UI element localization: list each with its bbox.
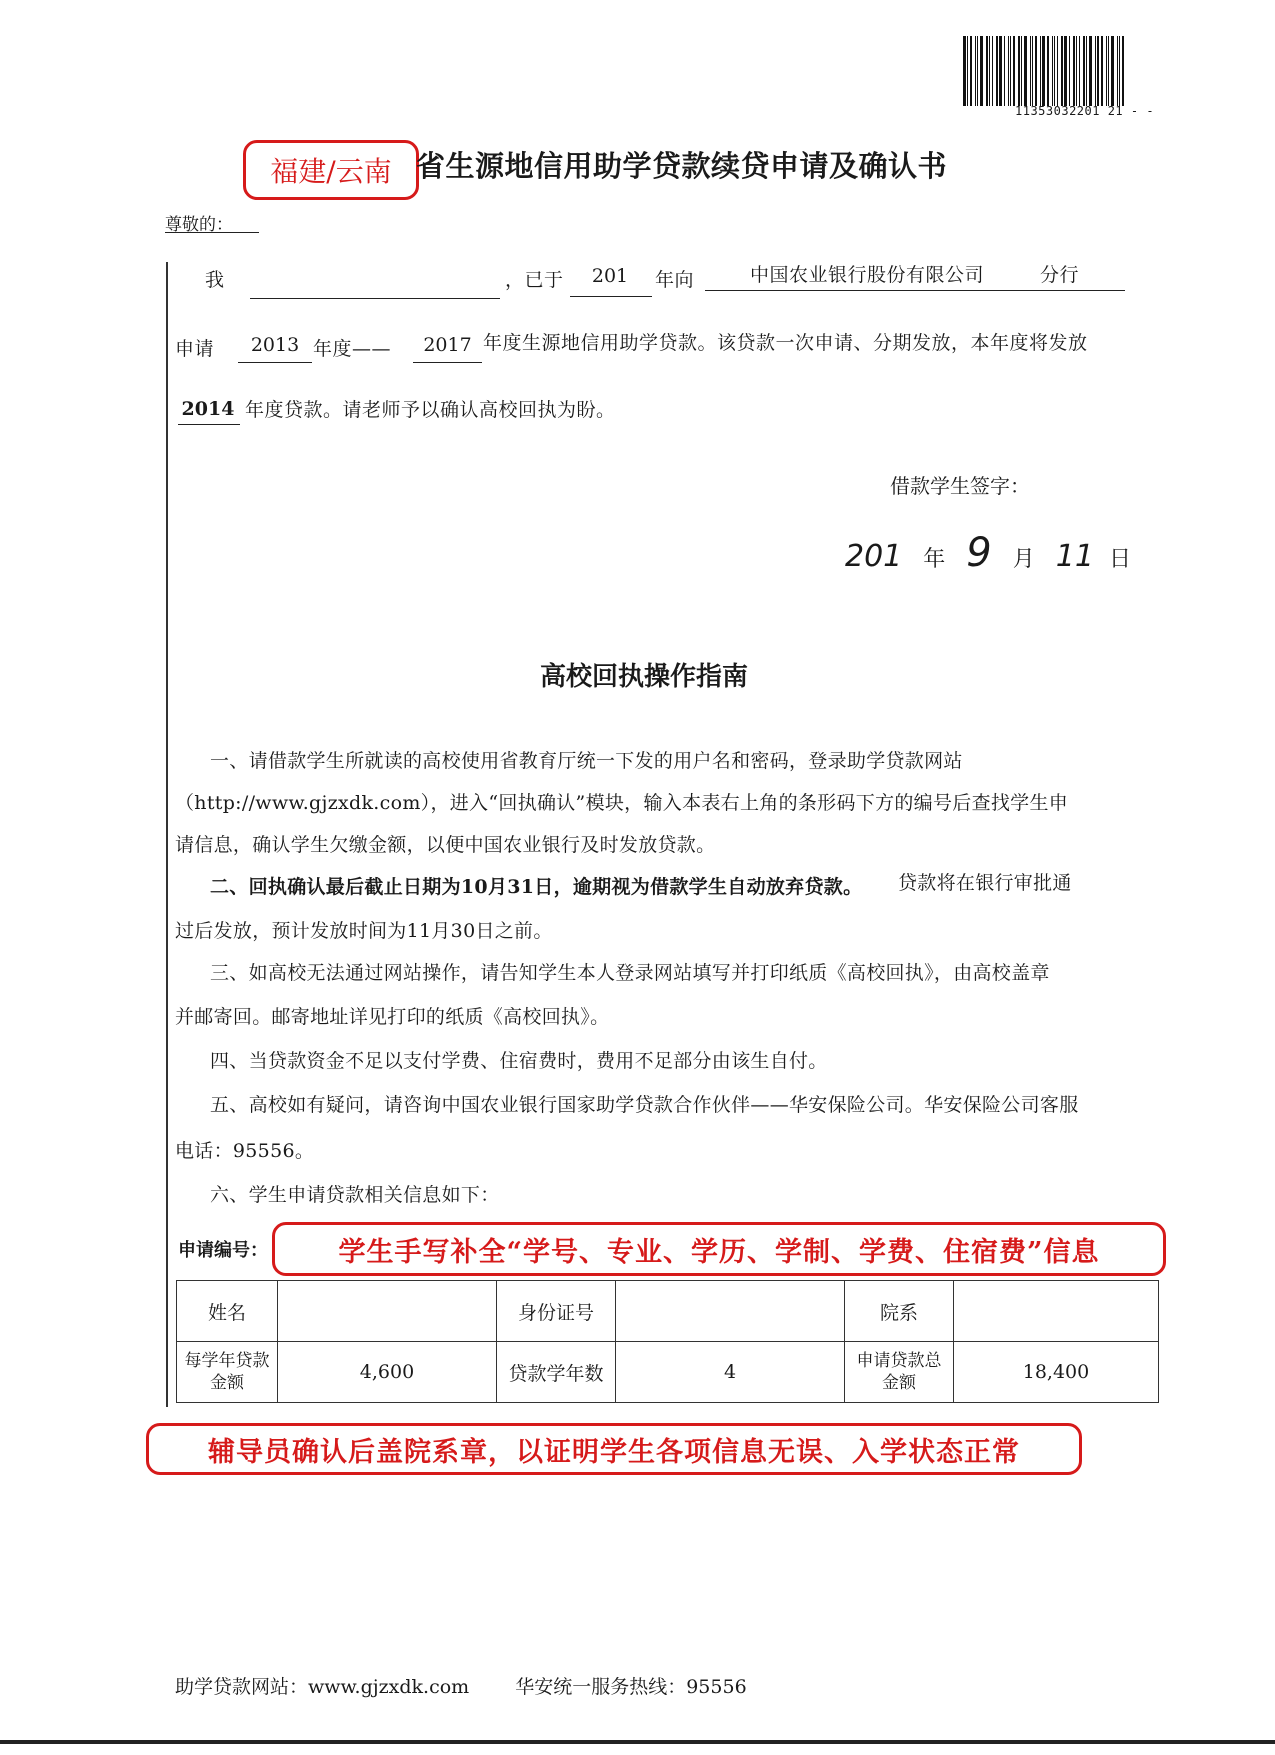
barcode-bar [1061,36,1063,106]
intro-line3-rest: 年度贷款。请老师予以确认高校回执为盼。 [245,399,616,421]
application-number-label: 申请编号： [178,1240,268,1261]
guide-title: 高校回执操作指南 [540,662,749,692]
applicant-info-table [176,1280,1159,1403]
signature-label: 借款学生签字： [890,474,1030,498]
intro-to: 年向 [655,269,695,291]
barcode-bar [977,36,978,106]
left-margin-line [166,262,168,1407]
id-value[interactable] [616,1281,845,1342]
barcode-bar [1117,36,1118,106]
signature-date [845,530,1131,576]
barcode-bar [963,36,966,106]
barcode-bar [996,36,998,106]
dept-value[interactable] [954,1281,1159,1342]
signature-year: 201 [845,539,903,574]
barcode-bar [1030,36,1031,106]
barcode-bar [1008,36,1009,106]
footer-website: 助学贷款网站：www.gjzxdk.com [175,1676,470,1698]
barcode-bar [1097,36,1099,106]
guide-item-5b: 电话：95556。 [175,1140,315,1162]
fill-in-note: 学生手写补全“学号、专业、学历、学制、学费、住宿费”信息 [272,1222,1166,1276]
end-year-underline [413,362,482,363]
guide-item-4: 四、当贷款资金不足以支付学费、住宿费时，费用不足部分由该生自付。 [210,1050,828,1072]
total-amount-value: 18,400 [954,1342,1159,1403]
barcode-bar [1089,36,1092,106]
day-char: 日 [1108,547,1131,572]
salutation-underline [165,232,259,233]
signature-day: 11 [1055,539,1094,574]
barcode-bar [1035,36,1037,106]
guide-item-1: 一、请借款学生所就读的高校使用省教育厅统一下发的用户名和密码，登录助学贷款网站 [210,750,963,772]
barcode-bar [1119,36,1120,106]
barcode-bar [1079,36,1080,106]
apply-prefix: 申请 [175,338,215,360]
signature-month: 9 [966,530,992,576]
disburse-year-underline [178,424,240,425]
barcode-bar [1083,36,1085,106]
barcode-bar [980,36,983,106]
barcode-bar [1032,36,1033,106]
guide-item-5: 五、高校如有疑问，请咨询中国农业银行国家助学贷款合作伙伴——华安保险公司。华安保险公司客服 [210,1094,1079,1116]
intro-prefix: 我 [205,269,225,291]
annual-amount-label: 每学年贷款金额 [177,1342,278,1403]
table-row [177,1281,1159,1342]
dept-label: 院系 [845,1281,954,1342]
guide-item-2-rest: 贷款将在银行审批通 [898,872,1072,894]
month-char: 月 [1012,547,1035,572]
table-row [177,1342,1159,1403]
barcode-bar [1106,36,1107,106]
barcode-bar [967,36,968,106]
barcode-bar [1064,36,1067,106]
branch-suffix: 分行 [1040,264,1080,286]
annual-amount-value: 4,600 [278,1342,497,1403]
bank-underline [705,290,1125,291]
barcode-bar [1122,36,1124,106]
footer-hotline: 华安统一服务热线：95556 [515,1676,747,1698]
guide-item-1b: （http://www.gjzxdk.com），进入“回执确认”模块，输入本表右上角的条形码下方的编号后查找学生申 [175,792,1069,814]
guide-item-6: 六、学生申请贷款相关信息如下： [210,1184,500,1206]
intro-line2-rest: 年度生源地信用助学贷款。该贷款一次申请、分期发放，本年度将发放 [483,332,1088,354]
barcode-bar [1042,36,1045,106]
barcode-bar [970,36,972,106]
barcode-bar [1021,36,1022,106]
barcode-bar [992,36,993,106]
guide-item-2b: 过后发放，预计发放时间为11月30日之前。 [175,920,553,942]
total-amount-label: 申请贷款总金额 [845,1342,954,1403]
barcode-bar [1024,36,1027,106]
guide-item-3b: 并邮寄回。邮寄地址详见打印的纸质《高校回执》。 [175,1006,610,1028]
barcode-bar [1010,36,1011,106]
loan-years-label: 贷款学年数 [497,1342,616,1403]
barcode-bar [1054,36,1055,106]
barcode-bar [1057,36,1058,106]
barcode-bar [986,36,988,106]
salutation: 尊敬的： [165,215,233,235]
year-applied-underline [570,296,652,297]
guide-item-2: 二、回执确认最后截止日期为10月31日，逾期视为借款学生自动放弃贷款。 [210,876,863,898]
start-year-field[interactable]: 2013 [250,334,300,356]
name-value[interactable] [278,1281,497,1342]
footer [175,1672,747,1699]
disburse-year-field[interactable]: 2014 [181,398,235,420]
barcode-bar [1095,36,1096,106]
barcode-bar [1052,36,1053,106]
id-label: 身份证号 [497,1281,616,1342]
barcode-bar [1004,36,1005,106]
year-applied-field[interactable]: 201 [591,265,629,287]
guide-item-3: 三、如高校无法通过网站操作，请告知学生本人登录网站填写并打印纸质《高校回执》，由高校盖章 [210,962,1050,984]
guide-item-1c: 请信息，确认学生欠缴金额，以便中国农业银行及时发放贷款。 [175,834,716,856]
barcode-bar [1013,36,1015,106]
document-title: 省生源地信用助学贷款续贷申请及确认书 [416,149,948,183]
barcode-bar [1047,36,1049,106]
barcode-bar [989,36,990,106]
name-label: 姓名 [177,1281,278,1342]
barcode-bar [975,36,976,106]
barcode-bar [1073,36,1075,106]
barcode-number: 11353032201 21 - - [1015,104,1155,118]
barcode-bar [1111,36,1114,106]
barcode [963,36,1163,106]
loan-years-value: 4 [616,1342,845,1403]
barcode-bar [1069,36,1070,106]
barcode-bar [1101,36,1103,106]
barcode-bar [1076,36,1077,106]
barcode-bar [999,36,1002,106]
intro-already: ，已于 [505,269,564,291]
bottom-rule [0,1740,1275,1744]
counselor-stamp-note: 辅导员确认后盖院系章，以证明学生各项信息无误、入学状态正常 [146,1423,1082,1475]
barcode-bar [1040,36,1041,106]
barcode-bar [1108,36,1109,106]
name-blank [250,298,500,299]
start-year-underline [238,362,312,363]
region-stamp: 福建/云南 [243,140,419,200]
barcode-bar [1086,36,1087,106]
bank-name: 中国农业银行股份有限公司 [750,264,985,286]
barcode-bar [1018,36,1020,106]
end-year-field[interactable]: 2017 [423,334,472,356]
year-char: 年 [923,547,946,572]
year-dash: 年度—— [313,338,392,360]
